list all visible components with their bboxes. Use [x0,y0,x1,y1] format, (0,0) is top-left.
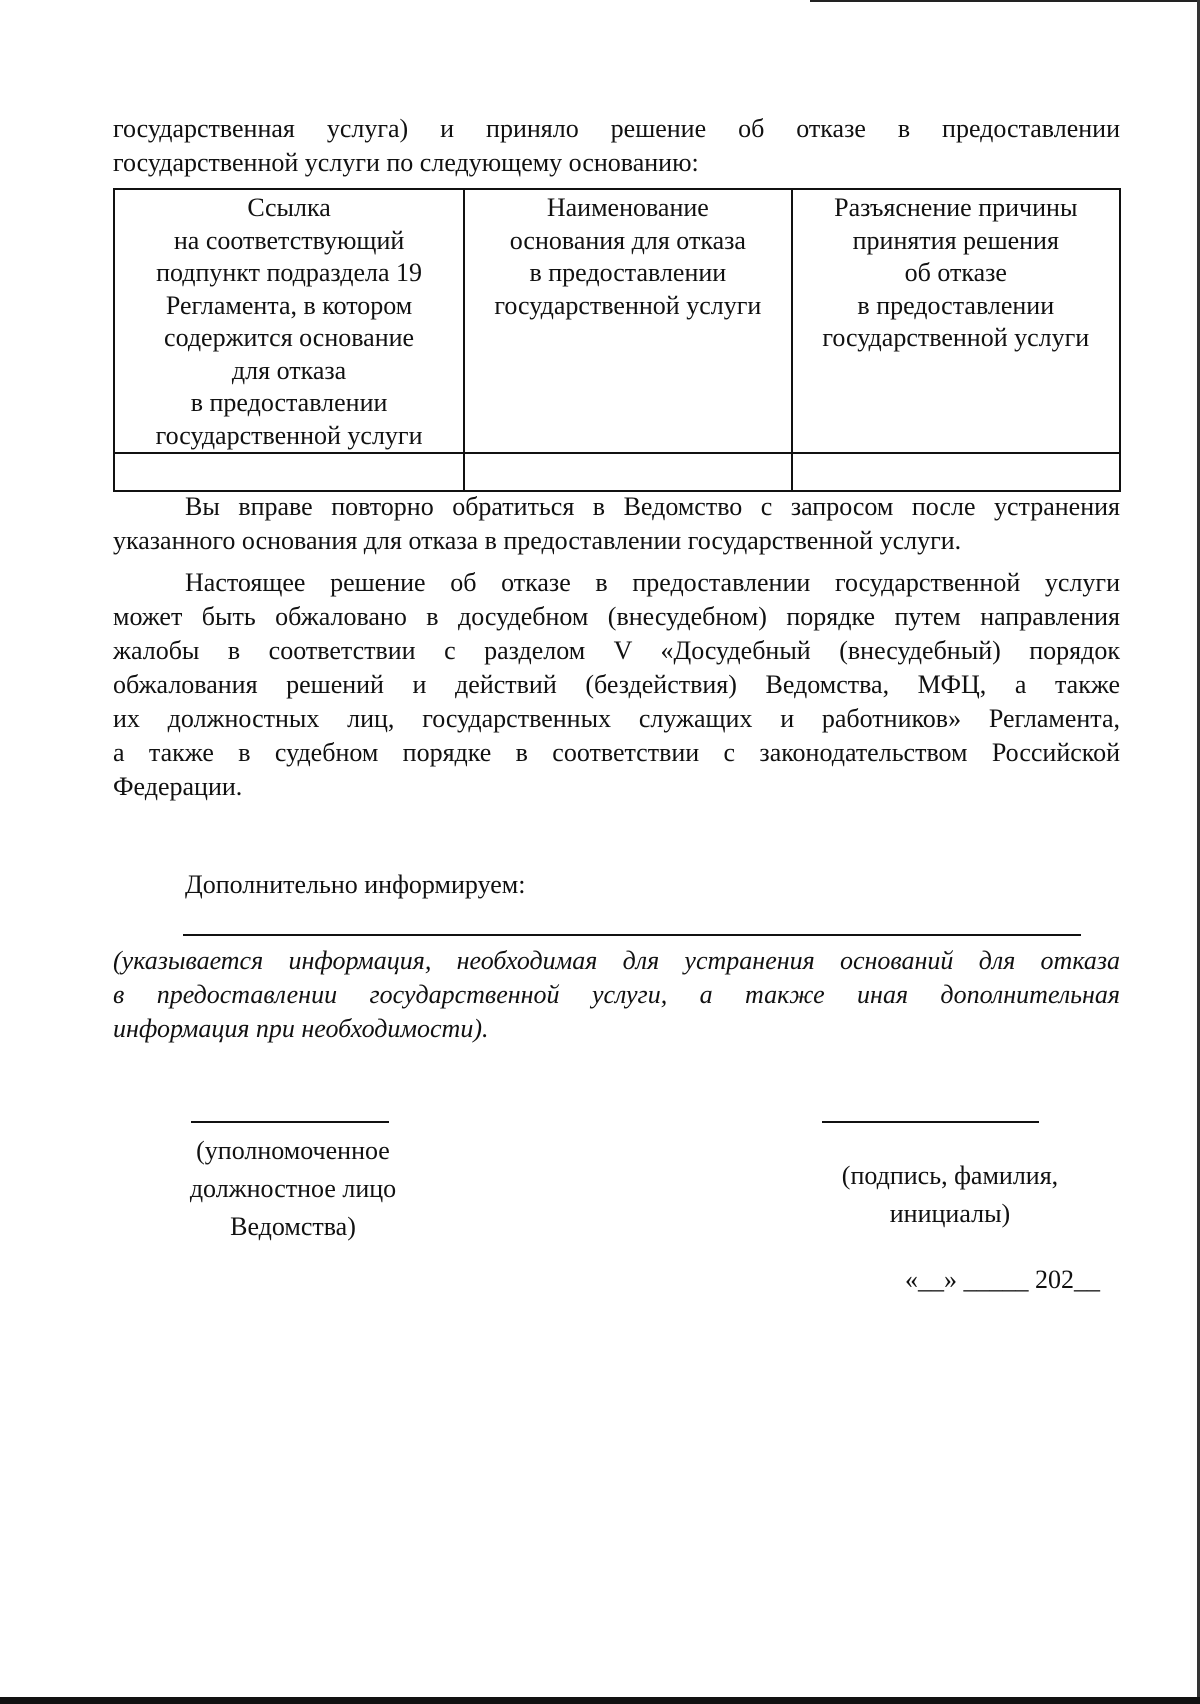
note-line: в предоставлении государственной услуги, а также иная дополнительная [113,980,1120,1009]
signature-caption: (подпись, фамилия, инициалы) [841,1161,1059,1228]
paragraph-line: их должностных лиц, государственных служащих и работников» Регламента, [113,704,1120,733]
additional-info-label: Дополнительно информируем: [185,870,526,899]
header-cell-explanation: Разъяснение причины принятия решения об отказе в предоставлении государственной услуги [792,189,1120,453]
header-cell-reason-name: Наименование основания для отказа в предоставлении государственной услуги [464,189,791,453]
paragraph-line: указанного основания для отказа в предоставлении государственной услуги. [113,526,962,555]
paragraph-line: обжалования решений и действий (бездействия) Ведомства, МФЦ, а также [113,670,1120,699]
paragraph-line: может быть обжаловано в досудебном (внесудебном) порядке путем направления [113,602,1120,631]
empty-cell [792,453,1120,491]
empty-cell [114,453,464,491]
paragraph-line: а также в судебном порядке в соответствии с законодательством Российской [113,738,1120,767]
header-cell-reference: Ссылка на соответствующий подпункт подраздела 19 Регламента, в котором содержится основание для отказа в предоставлении государственной услуги [114,189,464,453]
info-fill-line [183,934,1081,936]
paragraph-line: жалобы в соответствии с разделом V «Досудебный (внесудебный) порядок [113,636,1120,665]
official-caption: (уполномоченное должностное лицо Ведомства) [189,1136,397,1241]
table-header-row [114,189,1120,453]
paragraph-line: Федерации. [113,772,243,801]
intro-line: государственной услуги по следующему основанию: [113,148,699,177]
official-signature-line [191,1121,389,1123]
scan-edge-top [810,0,1200,2]
note-line: (указывается информация, необходимая для устранения оснований для отказа [113,946,1120,975]
paragraph-line: Вы вправе повторно обратиться в Ведомство с запросом после устранения [185,492,1120,521]
table-row [114,453,1120,491]
intro-paragraph [113,112,1120,180]
reapply-paragraph [113,490,1120,558]
empty-cell [464,453,791,491]
note-line: информация при необходимости). [113,1014,489,1043]
scan-edge-bottom [0,1697,1200,1704]
appeal-paragraph [113,566,1120,804]
intro-line: государственная услуга) и приняло решение об отказе в предоставлении [113,114,1120,143]
paragraph-line: Настоящее решение об отказе в предоставлении государственной услуги [185,568,1120,597]
refusal-reasons-table [113,188,1121,492]
signature-date: «__» _____ 202__ [905,1265,1100,1294]
additional-info-note [113,944,1120,1046]
signature-name-line [822,1121,1039,1123]
